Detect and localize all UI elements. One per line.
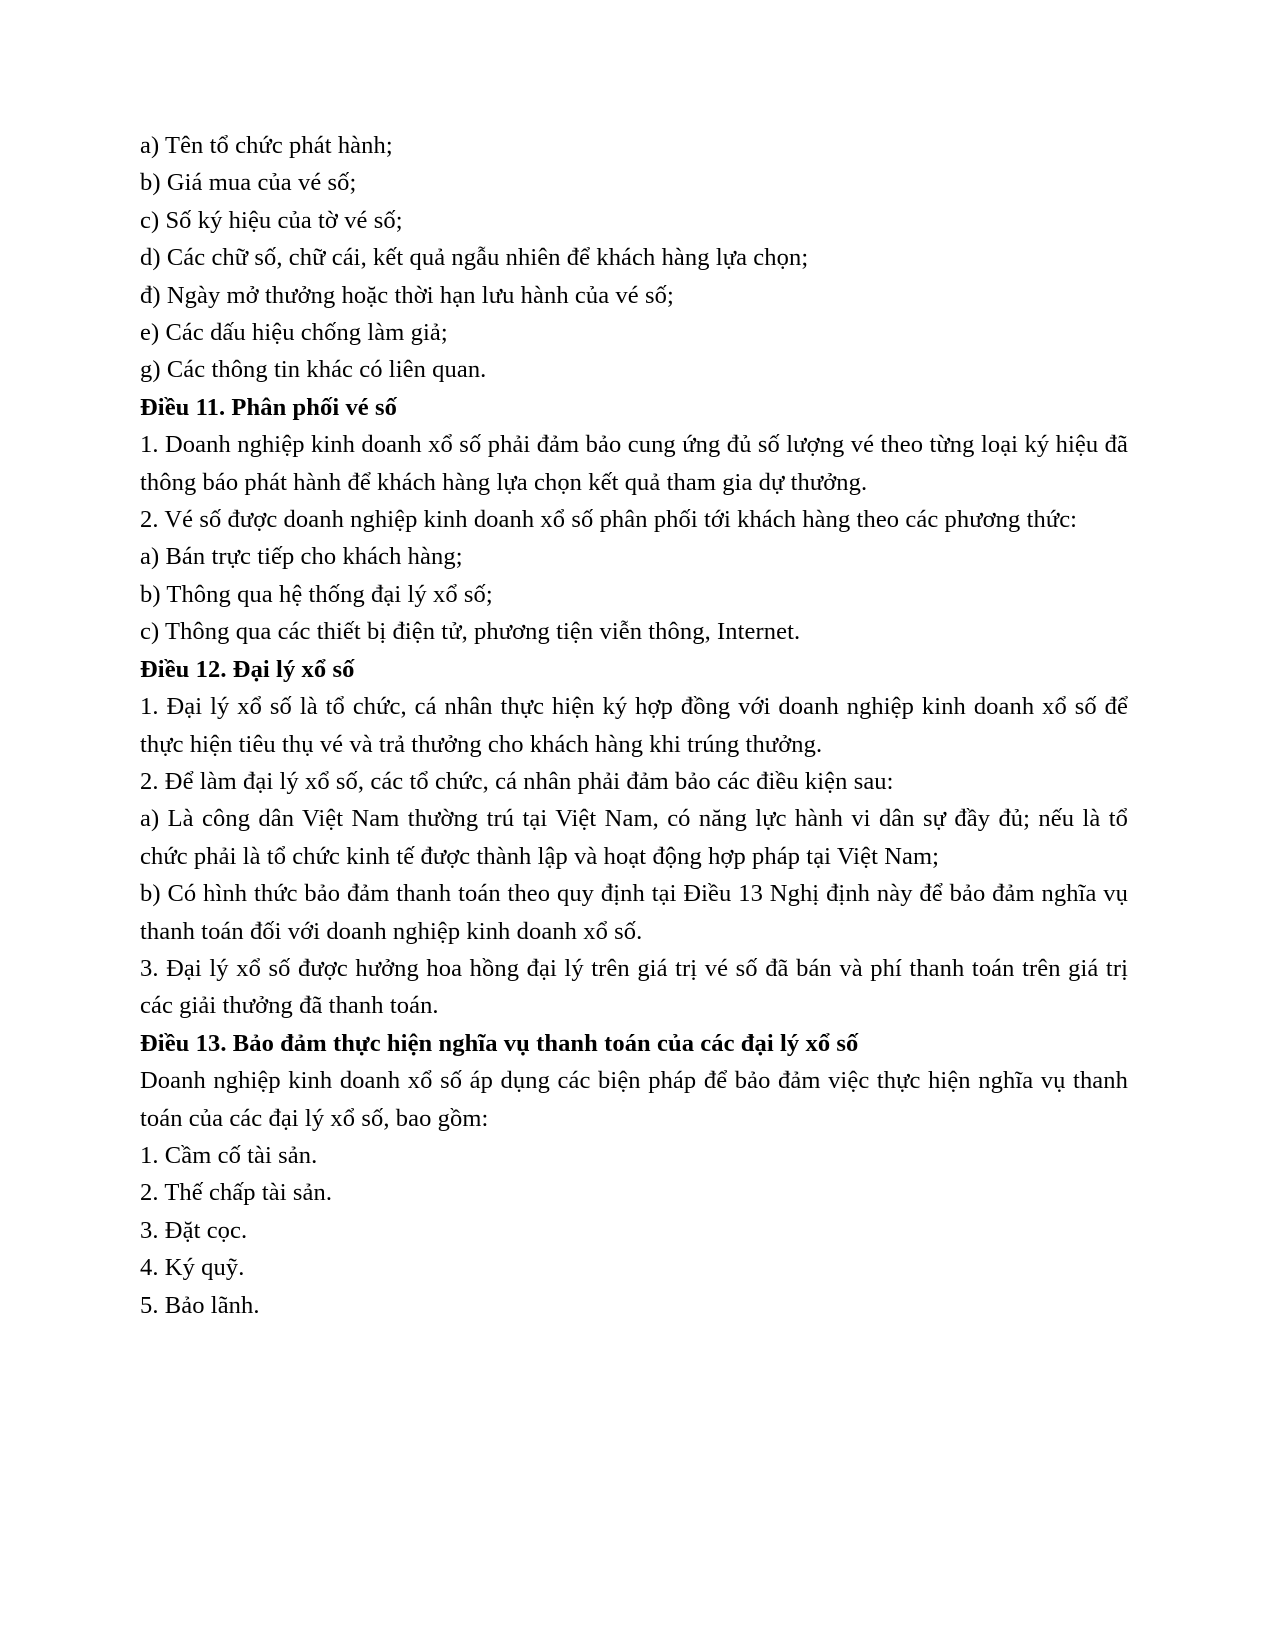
list-item: c) Số ký hiệu của tờ vé số;: [140, 206, 403, 234]
list-item: 3. Đặt cọc.: [140, 1216, 248, 1244]
paragraph: a) Là công dân Việt Nam thường trú tại Việt Nam, có năng lực hành vi dân sự đầy đủ; nếu là tổ chức phải là tổ chức kinh tế được thành lập và hoạt động hợp pháp tại Việt Nam;: [140, 805, 1128, 870]
paragraph: 2. Để làm đại lý xổ số, các tổ chức, cá nhân phải đảm bảo các điều kiện sau:: [140, 767, 894, 795]
list-item: e) Các dấu hiệu chống làm giả;: [140, 319, 448, 347]
section-heading-dieu-12: Điều 12. Đại lý xổ số: [140, 655, 355, 683]
document-body: [140, 127, 1128, 1324]
paragraph: 2. Vé số được doanh nghiệp kinh doanh xổ số phân phối tới khách hàng theo các phương thức:: [140, 506, 1078, 534]
list-item: c) Thông qua các thiết bị điện tử, phương tiện viễn thông, Internet.: [140, 618, 801, 646]
list-item: đ) Ngày mở thưởng hoặc thời hạn lưu hành của vé số;: [140, 281, 674, 309]
paragraph: 3. Đại lý xổ số được hưởng hoa hồng đại lý trên giá trị vé số đã bán và phí thanh toán trên giá trị các giải thưởng đã thanh toán.: [140, 954, 1128, 1020]
list-item: b) Giá mua của vé số;: [140, 169, 357, 197]
list-item: a) Tên tổ chức phát hành;: [140, 132, 393, 159]
list-item: 5. Bảo lãnh.: [140, 1291, 260, 1319]
paragraph: Doanh nghiệp kinh doanh xổ số áp dụng các biện pháp để bảo đảm việc thực hiện nghĩa vụ thanh toán của các đại lý xổ số, bao gồm:: [140, 1067, 1128, 1132]
section-heading-dieu-11: Điều 11. Phân phối vé số: [140, 393, 397, 421]
paragraph: b) Có hình thức bảo đảm thanh toán theo quy định tại Điều 13 Nghị định này để bảo đảm nghĩa vụ thanh toán đối với doanh nghiệp kinh doanh xổ số.: [140, 880, 1128, 945]
list-item: g) Các thông tin khác có liên quan.: [140, 356, 487, 384]
section-heading-dieu-13: Điều 13. Bảo đảm thực hiện nghĩa vụ thanh toán của các đại lý xổ số: [140, 1029, 859, 1057]
list-item: 2. Thế chấp tài sản.: [140, 1179, 333, 1207]
list-item: d) Các chữ số, chữ cái, kết quả ngẫu nhiên để khách hàng lựa chọn;: [140, 244, 809, 272]
paragraph: 1. Đại lý xổ số là tổ chức, cá nhân thực hiện ký hợp đồng với doanh nghiệp kinh doanh xổ số để thực hiện tiêu thụ vé và trả thưởng cho khách hàng khi trúng thưởng.: [140, 693, 1128, 758]
list-item: 1. Cầm cố tài sản.: [140, 1141, 318, 1169]
list-item: 4. Ký quỹ.: [140, 1254, 245, 1282]
paragraph: 1. Doanh nghiệp kinh doanh xổ số phải đảm bảo cung ứng đủ số lượng vé theo từng loại ký hiệu đã thông báo phát hành để khách hàng lựa chọn kết quả tham gia dự thưởng.: [140, 431, 1128, 496]
list-item: a) Bán trực tiếp cho khách hàng;: [140, 543, 463, 571]
list-item: b) Thông qua hệ thống đại lý xổ số;: [140, 580, 493, 608]
